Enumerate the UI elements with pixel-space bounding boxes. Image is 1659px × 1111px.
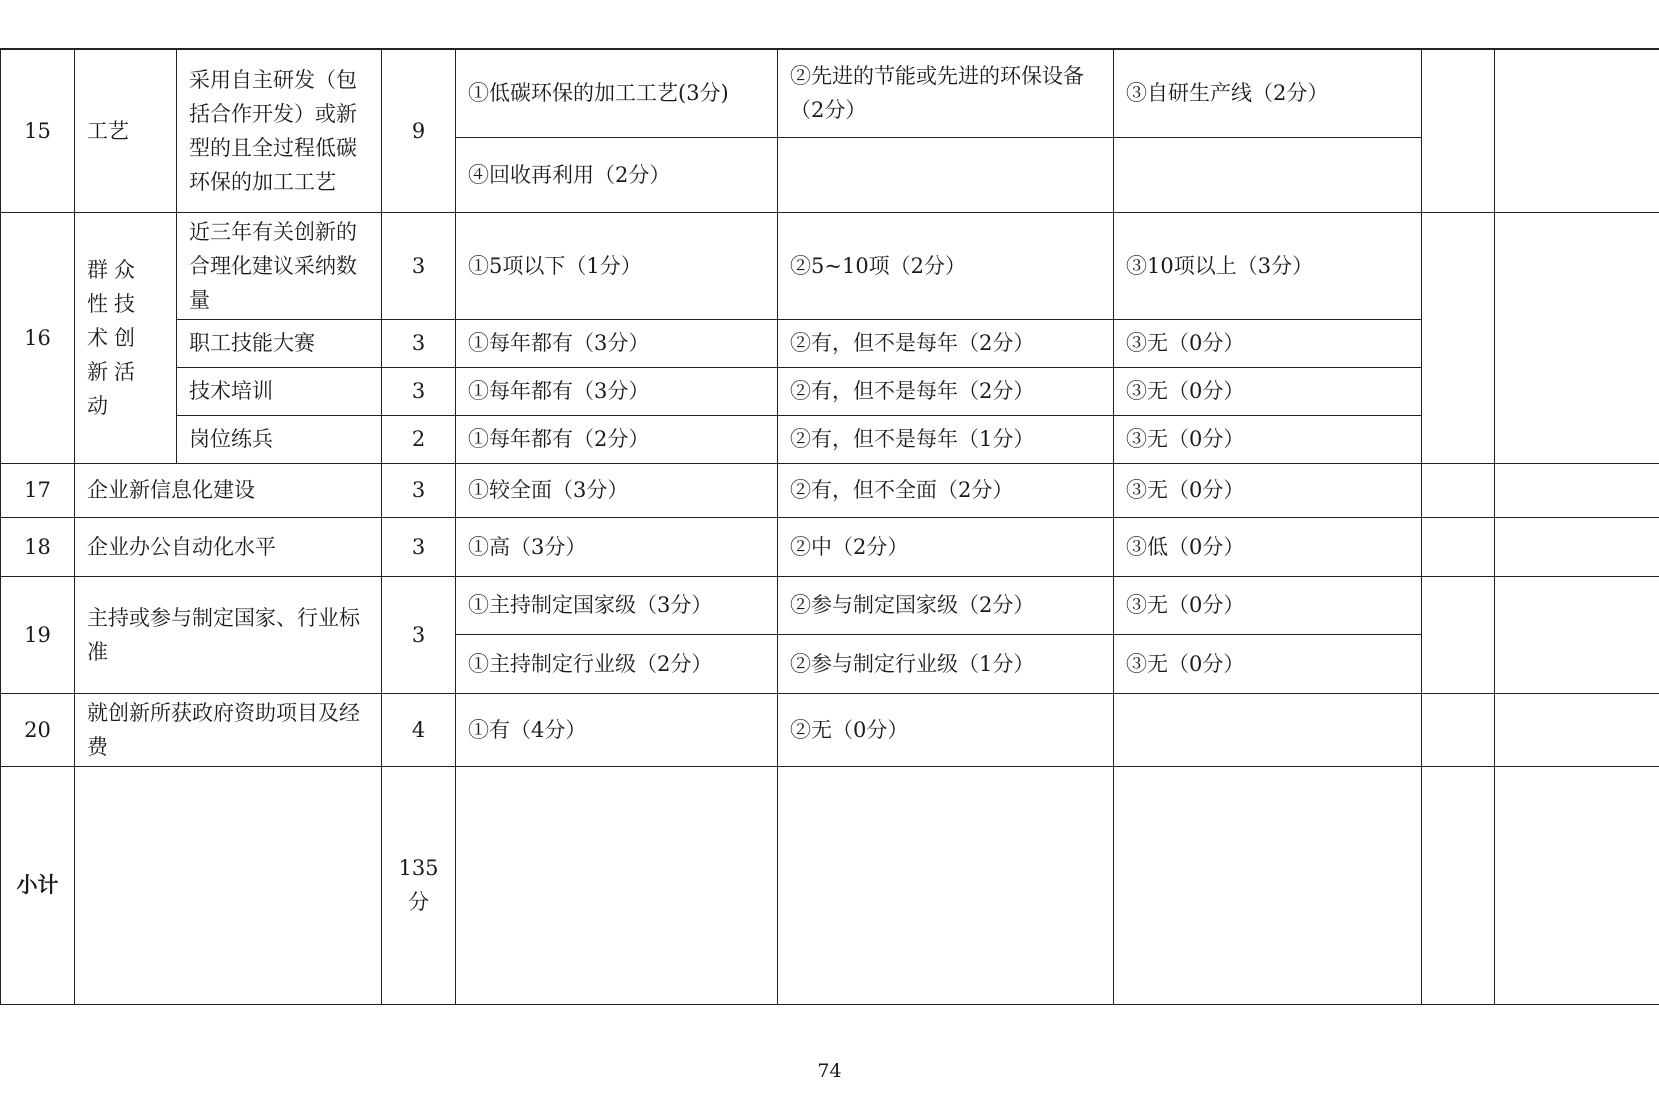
subtotal-label: 小计 <box>1 766 75 1004</box>
option-cell: ③无（0分） <box>1114 415 1422 463</box>
max-score-cell: 3 <box>382 319 456 367</box>
table-row <box>1 463 1659 517</box>
blank-cell <box>778 137 1114 212</box>
option-cell: ③无（0分） <box>1114 319 1422 367</box>
option-cell: ③无（0分） <box>1114 634 1422 693</box>
option-cell: ②有，但不是每年（2分） <box>778 367 1114 415</box>
row-number: 15 <box>1 49 75 212</box>
option-cell: ①5项以下（1分） <box>456 212 778 319</box>
option-cell: ①每年都有（3分） <box>456 367 778 415</box>
row-number: 20 <box>1 693 75 766</box>
option-cell: ④回收再利用（2分） <box>456 137 778 212</box>
option-cell: ①高（3分） <box>456 517 778 576</box>
max-score-cell: 3 <box>382 212 456 319</box>
option-cell: ②有，但不是每年（1分） <box>778 415 1114 463</box>
option-cell: ①低碳环保的加工工艺(3分) <box>456 49 778 137</box>
blank-cell <box>1495 517 1659 576</box>
blank-cell <box>1495 693 1659 766</box>
blank-cell <box>1422 766 1495 1004</box>
option-cell: ②参与制定行业级（1分） <box>778 634 1114 693</box>
blank-cell <box>1422 576 1495 693</box>
option-cell: ②参与制定国家级（2分） <box>778 576 1114 634</box>
blank-cell <box>1495 576 1659 693</box>
option-cell: ③无（0分） <box>1114 367 1422 415</box>
blank-cell <box>1422 212 1495 463</box>
row-number: 18 <box>1 517 75 576</box>
max-score-cell: 3 <box>382 517 456 576</box>
blank-cell <box>1495 463 1659 517</box>
blank-cell <box>1114 137 1422 212</box>
table-row <box>1 319 1659 367</box>
option-cell: ①主持制定国家级（3分） <box>456 576 778 634</box>
subtotal-score: 135 分 <box>382 766 456 1004</box>
blank-cell <box>1422 463 1495 517</box>
max-score-cell: 3 <box>382 576 456 693</box>
row-number: 16 <box>1 212 75 463</box>
option-cell: ①每年都有（2分） <box>456 415 778 463</box>
subtotal-row <box>1 766 1659 1004</box>
table-row <box>1 49 1659 137</box>
option-cell: ②中（2分） <box>778 517 1114 576</box>
option-cell: ①较全面（3分） <box>456 463 778 517</box>
table-row <box>1 693 1659 766</box>
blank-cell <box>1422 517 1495 576</box>
option-cell: ①主持制定行业级（2分） <box>456 634 778 693</box>
item-cell: 职工技能大赛 <box>177 319 382 367</box>
table-row <box>1 576 1659 634</box>
item-cell: 技术培训 <box>177 367 382 415</box>
item-cell: 就创新所获政府资助项目及经费 <box>75 693 382 766</box>
blank-cell <box>1422 693 1495 766</box>
option-cell: ②5~10项（2分） <box>778 212 1114 319</box>
category-cell: 群众性技术创新活动 <box>75 212 177 463</box>
item-cell: 采用自主研发（包括合作开发）或新型的且全过程低碳环保的加工工艺 <box>177 49 382 212</box>
option-cell: ②有，但不是每年（2分） <box>778 319 1114 367</box>
blank-cell <box>1495 766 1659 1004</box>
max-score-cell: 3 <box>382 367 456 415</box>
item-cell: 企业办公自动化水平 <box>75 517 382 576</box>
option-cell: ②先进的节能或先进的环保设备（2分） <box>778 49 1114 137</box>
option-cell: ①有（4分） <box>456 693 778 766</box>
max-score-cell: 9 <box>382 49 456 212</box>
max-score-cell: 3 <box>382 463 456 517</box>
item-cell: 企业新信息化建设 <box>75 463 382 517</box>
scoring-table <box>0 48 1659 1005</box>
option-cell: ②无（0分） <box>778 693 1114 766</box>
item-cell: 岗位练兵 <box>177 415 382 463</box>
option-cell: ③低（0分） <box>1114 517 1422 576</box>
max-score-cell: 2 <box>382 415 456 463</box>
option-cell: ②有，但不全面（2分） <box>778 463 1114 517</box>
option-cell: ③自研生产线（2分） <box>1114 49 1422 137</box>
blank-cell <box>1114 693 1422 766</box>
blank-cell <box>778 766 1114 1004</box>
option-cell: ③10项以上（3分） <box>1114 212 1422 319</box>
blank-cell <box>1422 49 1495 212</box>
table-row <box>1 517 1659 576</box>
option-cell: ①每年都有（3分） <box>456 319 778 367</box>
page-number: 74 <box>817 1060 842 1082</box>
table-row <box>1 415 1659 463</box>
option-cell: ③无（0分） <box>1114 463 1422 517</box>
blank-cell <box>1495 212 1659 463</box>
table-row <box>1 367 1659 415</box>
row-number: 17 <box>1 463 75 517</box>
option-cell: ③无（0分） <box>1114 576 1422 634</box>
blank-cell <box>75 766 382 1004</box>
blank-cell <box>1495 49 1659 212</box>
max-score-cell: 4 <box>382 693 456 766</box>
item-cell: 主持或参与制定国家、行业标准 <box>75 576 382 693</box>
table-row <box>1 212 1659 319</box>
category-cell: 工艺 <box>75 49 177 212</box>
item-cell: 近三年有关创新的合理化建议采纳数量 <box>177 212 382 319</box>
row-number: 19 <box>1 576 75 693</box>
blank-cell <box>1114 766 1422 1004</box>
blank-cell <box>456 766 778 1004</box>
